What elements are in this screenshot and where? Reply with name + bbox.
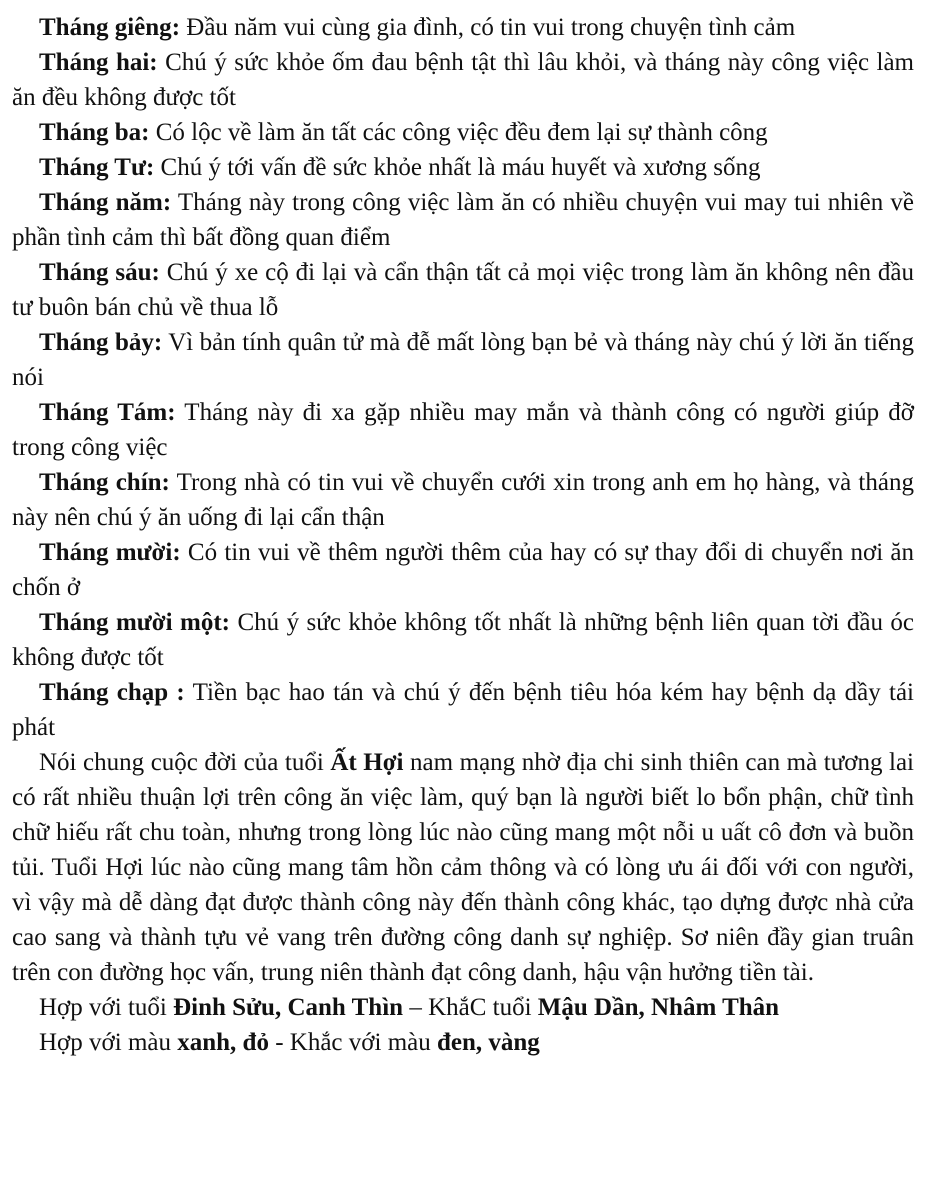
month-label-sep: : bbox=[171, 14, 181, 41]
compat-color-bad: đen, vàng bbox=[436, 1029, 540, 1056]
compat-age-mid: – KhắC tuổi bbox=[403, 994, 538, 1021]
month-label: Tháng năm: bbox=[39, 189, 172, 216]
month-text: Chú ý xe cộ đi lại và cẩn thận tất cả mọi việc trong làm ăn không nên đầu tư buôn bán chủ về thua lỗ bbox=[12, 259, 914, 321]
month-paragraph-4 bbox=[12, 150, 914, 185]
compat-age-pre: Hợp với tuổi bbox=[39, 994, 174, 1021]
month-text: Tháng này đi xa gặp nhiều may mắn và thành công có người giúp đỡ trong công việc bbox=[12, 399, 914, 461]
month-text: Chú ý tới vấn đề sức khỏe nhất là máu huyết và xương sống bbox=[154, 154, 761, 181]
compatible-ages-line bbox=[12, 990, 914, 1025]
month-paragraph-3 bbox=[12, 115, 914, 150]
compat-color-good: xanh, đỏ bbox=[177, 1029, 269, 1056]
month-label: Tháng sáu: bbox=[39, 259, 160, 286]
month-label: Tháng mười: bbox=[39, 539, 181, 566]
compat-age-good: Đinh Sửu, Canh Thìn bbox=[173, 994, 404, 1021]
month-text: Chú ý sức khỏe ốm đau bệnh tật thì lâu khỏi, và tháng này công việc làm ăn đều không được tốt bbox=[12, 49, 914, 111]
compat-age-bad: Mậu Dần, Nhâm Thân bbox=[537, 994, 780, 1021]
month-paragraph-7 bbox=[12, 325, 914, 395]
month-paragraph-2 bbox=[12, 45, 914, 115]
month-paragraph-10 bbox=[12, 535, 914, 605]
summary-zodiac-name: Ất Hợi bbox=[330, 749, 404, 776]
month-label: Tháng Tám: bbox=[39, 399, 176, 426]
month-text: Đầu năm vui cùng gia đình, có tin vui trong chuyện tình cảm bbox=[180, 14, 796, 41]
summary-text-post: nam mạng nhờ địa chi sinh thiên can mà tương lai có rất nhiều thuận lợi trên công ăn việc làm, quý bạn là người biết lo bổn phận, chữ tình chữ hiếu rất chu toàn, nhưng trong lòng lúc nào cũng mang một nỗi u uất cô đơn và buồn tủi. Tuổi Hợi lúc nào cũng mang tâm hồn cảm thông và có lòng ưu ái đối với con người, vì vậy mà dễ dàng đạt được thành công này đến thành công khác, tạo dựng được nhà cửa cao sang và thành tựu vẻ vang trên đường công danh sự nghiệp. Sơ niên đầy gian truân trên con đường học vấn, trung niên thành đạt công danh, hậu vận hưởng tiền tài. bbox=[12, 749, 914, 986]
month-text: Tháng này trong công việc làm ăn có nhiều chuyện vui may tui nhiên về phần tình cảm thì bất đồng quan điểm bbox=[12, 189, 914, 251]
month-paragraph-1 bbox=[12, 10, 914, 45]
month-text: Tiền bạc hao tán và chú ý đến bệnh tiêu hóa kém hay bệnh dạ dầy tái phát bbox=[12, 679, 914, 741]
month-paragraph-6 bbox=[12, 255, 914, 325]
month-paragraph-12 bbox=[12, 675, 914, 745]
month-label: Tháng chín: bbox=[39, 469, 170, 496]
month-text: Vì bản tính quân tử mà đễ mất lòng bạn bẻ và tháng này chú ý lời ăn tiếng nói bbox=[12, 329, 914, 391]
month-label: Tháng ba: bbox=[39, 119, 150, 146]
month-text: Có tin vui về thêm người thêm của hay có sự thay đổi di chuyển nơi ăn chốn ở bbox=[12, 539, 914, 601]
month-label: Tháng bảy: bbox=[39, 329, 163, 356]
month-paragraph-9 bbox=[12, 465, 914, 535]
summary-paragraph bbox=[12, 745, 914, 990]
month-paragraph-8 bbox=[12, 395, 914, 465]
month-label: Tháng mười một: bbox=[39, 609, 230, 636]
compat-color-pre: Hợp với màu bbox=[39, 1029, 178, 1056]
compatible-colors-line bbox=[12, 1025, 914, 1060]
month-label: Tháng hai: bbox=[39, 49, 158, 76]
compat-color-mid: - Khắc với màu bbox=[268, 1029, 437, 1056]
month-text: Trong nhà có tin vui về chuyển cưới xin trong anh em họ hàng, và tháng này nên chú ý ăn uống đi lại cẩn thận bbox=[12, 469, 914, 531]
month-paragraph-5 bbox=[12, 185, 914, 255]
month-text: Có lộc về làm ăn tất các công việc đều đem lại sự thành công bbox=[149, 119, 768, 146]
document-page bbox=[12, 10, 914, 1060]
summary-text-pre: Nói chung cuộc đời của tuổi bbox=[39, 749, 331, 776]
month-text: Chú ý sức khỏe không tốt nhất là những bệnh liên quan tời đầu óc không được tốt bbox=[12, 609, 915, 671]
month-paragraph-11 bbox=[12, 605, 914, 675]
month-label: Tháng chạp : bbox=[39, 679, 185, 706]
month-label: Tháng giêng bbox=[39, 14, 172, 41]
month-label: Tháng Tư: bbox=[39, 154, 155, 181]
